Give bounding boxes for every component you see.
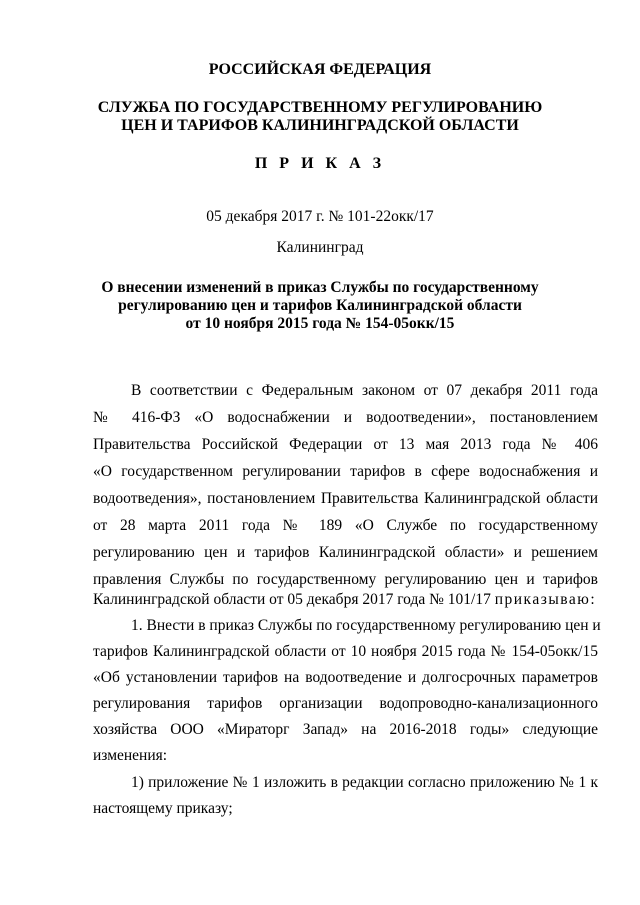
preamble-last-text: Калининградской области от 05 декабря 2017 года № 101/17 (93, 591, 495, 608)
preamble-line: Правительства Российской Федерации от 13 мая 2013 года № 406 (93, 436, 598, 453)
date-and-number: 05 декабря 2017 г. № 101-22окк/17 (206, 208, 434, 225)
item-1-line: 1. Внести в приказ Службы по государственному регулированию цен и (131, 617, 601, 634)
service-heading-line-2: ЦЕН И ТАРИФОВ КАЛИНИНГРАДСКОЙ ОБЛАСТИ (121, 117, 519, 134)
preamble-line: правления Службы по государственному регулированию цен и тарифов (93, 571, 598, 588)
preamble-line: В соответствии с Федеральным законом от 07 декабря 2011 года (131, 382, 598, 399)
item-1-line: хозяйства ООО «Мираторг Запад» на 2016-2018 годы» следующие (93, 721, 598, 738)
document-type-heading: П Р И К А З (254, 155, 386, 172)
item-1-line: тарифов Калининградской области от 10 ноября 2015 года № 154-05окк/15 (93, 643, 598, 660)
subject-line-3: от 10 ноября 2015 года № 154-05окк/15 (185, 315, 455, 332)
preamble-line: регулированию цен и тарифов Калининградской области» и решением (93, 544, 598, 561)
order-action-word: приказываю: (494, 591, 597, 608)
preamble-line: «О государственном регулировании тарифов в сфере водоснабжения и (93, 463, 598, 480)
item-1-line: регулирования тарифов организации водопроводно-канализационного (93, 695, 598, 712)
item-1-line: «Об установлении тарифов на водоотведение и долгосрочных параметров (93, 669, 598, 686)
sub-item-1-line: 1) приложение № 1 изложить в редакции согласно приложению № 1 к (131, 774, 598, 791)
subject-line-1: О внесении изменений в приказ Службы по государственному (101, 279, 539, 296)
city: Калининград (276, 239, 364, 256)
subject-line-2: регулированию цен и тарифов Калининградской области (118, 297, 522, 314)
item-1-line: изменения: (93, 747, 168, 764)
sub-item-1-line: настоящему приказу; (93, 800, 233, 817)
preamble-line: № 416-ФЗ «О водоснабжении и водоотведении», постановлением (93, 409, 598, 426)
preamble-last-line (93, 590, 598, 610)
federation-heading: РОССИЙСКАЯ ФЕДЕРАЦИЯ (208, 61, 432, 78)
preamble-line: водоотведения», постановлением Правительства Калининградской области (93, 490, 598, 507)
preamble-line: от 28 марта 2011 года № 189 «О Службе по государственному (93, 517, 598, 534)
service-heading-line-1: СЛУЖБА ПО ГОСУДАРСТВЕННОМУ РЕГУЛИРОВАНИЮ (97, 99, 543, 116)
